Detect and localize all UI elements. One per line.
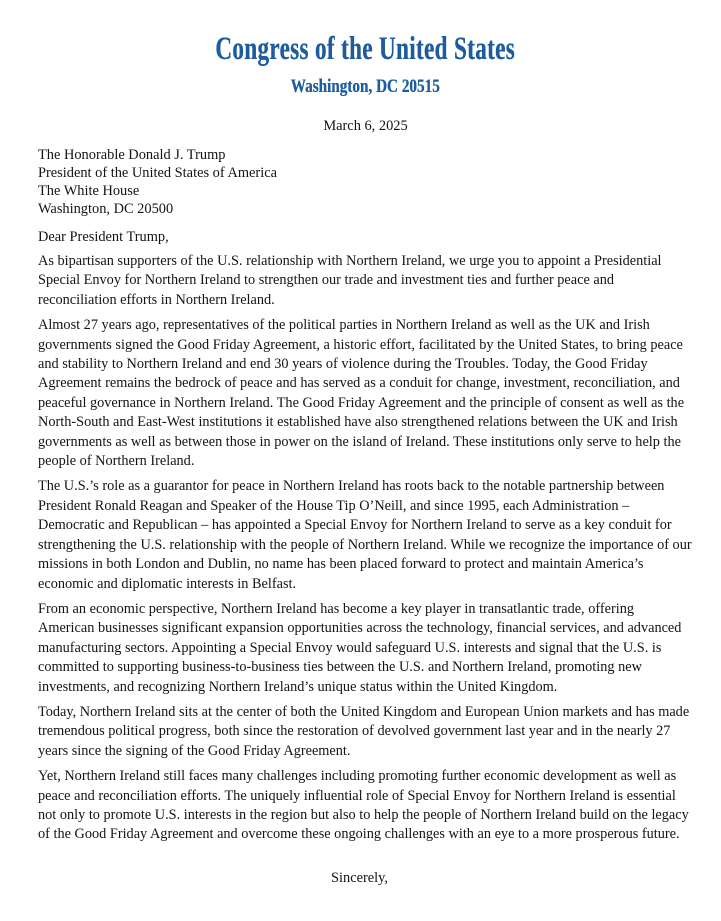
- recipient-line-name: The Honorable Donald J. Trump: [38, 147, 226, 163]
- body-paragraph-3: The U.S.’s role as a guarantor for peace in Northern Ireland has roots back to the notable partnership between President Ronald Reagan and Speaker of the House Tip O’Neill, and since 1995, each Administration – Democratic and Republican – has appointed a Special Envoy for Northern Ireland to serve as a key conduit for strengthening the U.S. relationship with the people of Northern Ireland. While we recognize the importance of our missions in both London and Dublin, no name has been placed forward to protect and maintain America’s economic and diplomatic interests in Belfast.: [38, 478, 692, 592]
- body-paragraph-4: From an economic perspective, Northern Ireland has become a key player in transatlantic trade, offering American businesses significant expansion opportunities across the technology, financial services, and advanced manufacturing sectors. Appointing a Special Envoy would safeguard U.S. interests and signal that the U.S. is committed to supporting business-to-business ties between the U.S. and Northern Ireland, promoting new investments, and recognizing Northern Ireland’s unique status within the United Kingdom.: [38, 600, 682, 695]
- date-line: March 6, 2025: [323, 118, 408, 134]
- recipient-line-building: The White House: [38, 183, 140, 199]
- letterhead-title: [38, 33, 693, 71]
- letterhead-title-text: Congress of the United States: [215, 31, 516, 67]
- body-paragraph-1: As bipartisan supporters of the U.S. relationship with Northern Ireland, we urge you to appoint a Presidential Special Envoy for Northern Ireland to strengthen our trade and investment ties and further peace and reconciliation efforts in Northern Ireland.: [38, 253, 662, 308]
- recipient-block: [38, 146, 693, 218]
- body-paragraph-2: Almost 27 years ago, representatives of the political parties in Northern Ireland as well as the UK and Irish governments signed the Good Friday Agreement, a historic effort, facilitated by the United States, to bring peace and stability to Northern Ireland and end 30 years of violence during the Troubles. Today, the Good Friday Agreement remains the bedrock of peace and has served as a conduit for change, investment, reconciliation, and peaceful governance in Northern Ireland. The Good Friday Agreement and the principle of consent as well as the North-South and East-West institutions it established have also strengthened relations between the UK and Irish governments as well as between those in power on the island of Ireland. These institutions only serve to help the people of Northern Ireland.: [38, 317, 685, 470]
- closing-sincerely: Sincerely,: [331, 869, 389, 886]
- body-paragraph-6: Yet, Northern Ireland still faces many challenges including promoting further economic development as well as peace and reconciliation efforts. The uniquely influential role of Special Envoy for Northern Ireland is essential not only to promote U.S. interests in the region but also to help the people of Northern Ireland build on the legacy of the Good Friday Agreement and overcome these ongoing challenges with an eye to a more prosperous future.: [38, 768, 689, 843]
- letterhead: [38, 33, 693, 100]
- letterhead-address: [38, 75, 693, 100]
- letter-body: [38, 252, 693, 845]
- recipient-line-city: Washington, DC 20500: [38, 201, 174, 217]
- recipient-line-title: President of the United States of America: [38, 165, 277, 181]
- letterhead-address-text: Washington, DC 20515: [290, 76, 441, 97]
- salutation: Dear President Trump,: [38, 229, 169, 245]
- body-paragraph-5: Today, Northern Ireland sits at the center of both the United Kingdom and European Union markets and has made tremendous political progress, both since the restoration of devolved government last year and in the nearly 27 years since the signing of the Good Friday Agreement.: [38, 703, 690, 759]
